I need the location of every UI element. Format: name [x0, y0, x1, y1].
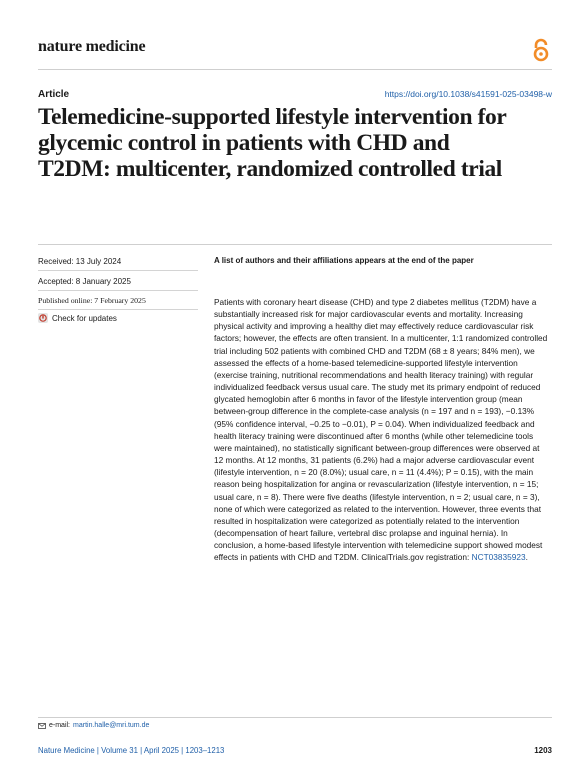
published-date: Published online: 7 February 2025	[38, 296, 146, 305]
meta-divider	[38, 309, 198, 310]
meta-divider	[38, 290, 198, 291]
email-row	[38, 722, 149, 729]
registration-link[interactable]: NCT03835923	[471, 552, 526, 563]
envelope-icon	[38, 723, 46, 729]
page-number: 1203	[534, 746, 552, 755]
email-link[interactable]: martin.halle@mri.tum.de	[73, 722, 150, 729]
accepted-date: Accepted: 8 January 2025	[38, 277, 131, 286]
authors-note: A list of authors and their affiliations appears at the end of the paper	[214, 256, 474, 265]
meta-divider	[38, 270, 198, 271]
received-date: Received: 13 July 2024	[38, 257, 122, 266]
article-title: Telemedicine-supported lifestyle intervention for glycemic control in patients with CHD and T2DM: multicenter, randomized controlled trial	[38, 104, 506, 182]
article-type: Article	[38, 89, 70, 100]
email-label: e-mail:	[49, 722, 71, 729]
citation-footer: Nature Medicine | Volume 31 | April 2025 | 1203–1213	[38, 746, 225, 755]
title-divider	[38, 244, 552, 245]
footer-divider	[38, 717, 552, 718]
journal-name: nature medicine	[38, 38, 146, 55]
open-access-icon	[530, 38, 552, 62]
check-updates-label: Check for updates	[52, 313, 117, 323]
abstract	[214, 296, 550, 563]
abstract-text: Patients with coronary heart disease (CHD) and type 2 diabetes mellitus (T2DM) have a substantially increased risk for major cardiovascular events and mortality. Increasing physical activity and improving a healthy diet may effectively reduce cardiovascular risk factors; however, the effects are often transient. In a multicenter, 1:1 randomized controlled trial including 502 patients with combined CHD and T2DM (68 ± 8 years; 84% men), we assessed the effects of a home-based telemedicine-supported lifestyle intervention (exercise training, nutritional recommendations and health literacy training) with regular individualized feedback versus usual care. The study met its primary endpoint of reduced glycated hemoglobin after 6 months in favor of the lifestyle intervention group (mean between-group difference in the complete-case analysis (n = 197 and n = 193), −0.13% (95% confidence interval, −0.25 to −0.01), P = 0.04). When individualized feedback and health literacy training were discontinued after 6 months (while other telemedicine tools were maintained), no statistically significant between-group differences were observed at 12 months. At 12 months, 31 patients (6.2%) had a major adverse cardiovascular event (lifestyle intervention, n = 20 (8.0%); usual care, n = 11 (4.4%); P = 0.15), with the main reason being hospitalization for angina or revascularization (lifestyle intervention, n = 15; usual care, n = 8). There were five deaths (lifestyle intervention, n = 2; usual care, n = 3), none of which were categorized as related to the intervention. However, three events that resulted in hospitalization were categorized as potentially related to the intervention (decompensation of heart failure, vertebral disc prolapse and inguinal hernia). In conclusion, a home-based lifestyle intervention with telemedicine support showed modest effects in patients with CHD and T2DM. ClinicalTrials.gov registration:	[214, 297, 548, 563]
header-divider	[38, 69, 552, 70]
check-updates-icon	[38, 313, 48, 323]
check-for-updates-button[interactable]	[38, 313, 117, 323]
abstract-end: .	[525, 552, 528, 563]
doi-link[interactable]: https://doi.org/10.1038/s41591-025-03498-w	[384, 89, 552, 99]
